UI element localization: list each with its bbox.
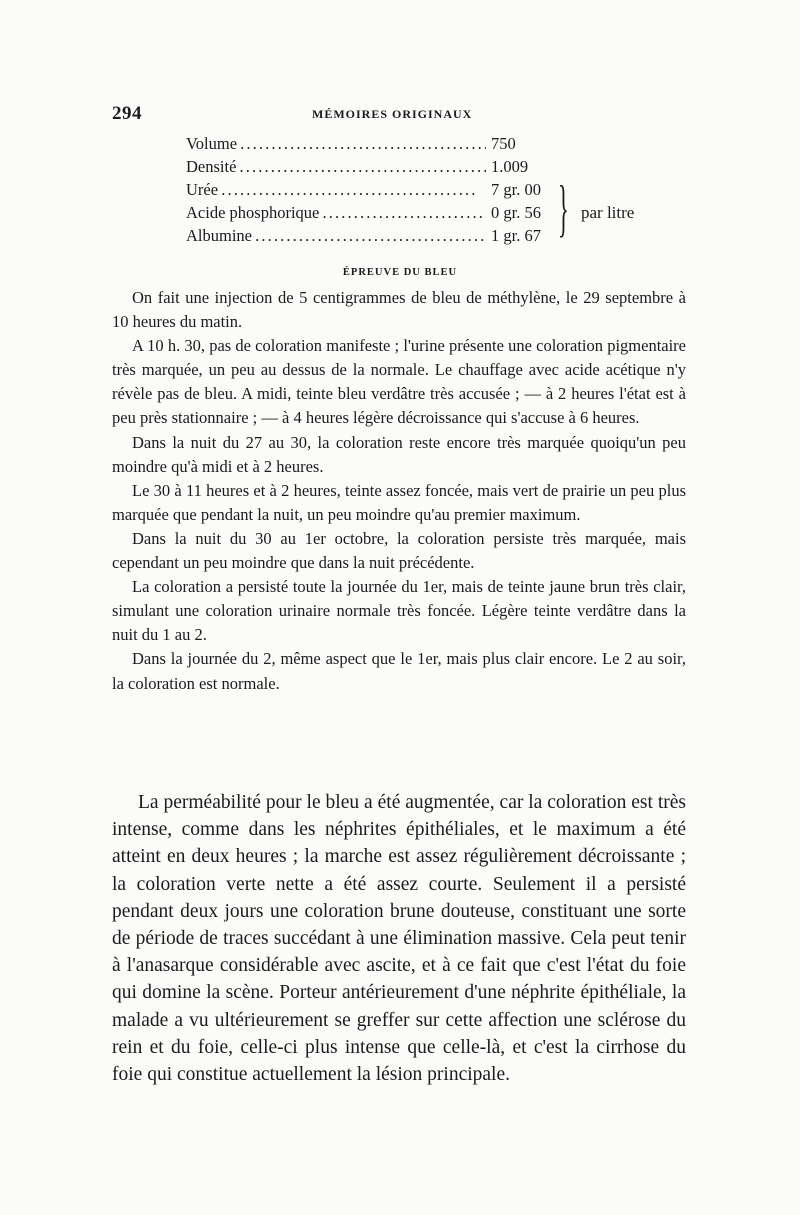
analysis-label: Densité . . . — [186, 155, 486, 178]
analysis-row-densite — [186, 155, 656, 178]
analysis-value: 1 gr. 67 — [491, 226, 541, 245]
urine-analysis-table — [186, 132, 656, 247]
paragraph: On fait une injection de 5 centigrammes de bleu de méthylène, le 29 septembre à 10 heures du matin. — [112, 288, 686, 332]
paragraph: Le 30 à 11 heures et à 2 heures, teinte assez foncée, mais vert de prairie un peu plus marquée que pendant la nuit, un peu moindre qu'au premier maximum. — [112, 480, 686, 524]
unit-note: par litre — [581, 203, 635, 222]
observation-notes — [112, 286, 686, 696]
analysis-label: Albumine . . . — [186, 224, 486, 247]
page-header — [112, 103, 692, 127]
paragraph: La coloration a persisté toute la journée du 1er, mais de teinte jaune brun très clair, simulant une coloration urinaire normale très foncée. Légère teinte verdâtre dans la nuit du 1 au 2. — [112, 577, 686, 645]
curly-brace: } — [558, 172, 569, 243]
paragraph: La perméabilité pour le bleu a été augmentée, car la coloration est très intense, comme dans les néphrites épithéliales, et le maximum a été atteint en deux heures ; la marche est assez régulièrement décroissante ; la coloration verte nette a été assez courte. Seulement il a persisté pendant deux jours une coloration brune douteuse, constituant une sorte de période de traces succédant à une élimination massive. Cela peut tenir à l'anasarque considérable avec ascite, et à ce fait que c'est l'état du foie qui domine la scène. Porteur antérieurement d'une néphrite épithéliale, la malade a vu ultérieurement se greffer sur cette affection une sclérose du rein et du foie, celle-ci plus intense que celle-là, et c'est la cirrhose du foie qui constitue actuellement la lésion principale. — [112, 792, 686, 1086]
page-number: 294 — [112, 103, 142, 124]
discussion — [112, 789, 686, 1088]
analysis-label: Urée . . . — [186, 178, 486, 201]
paragraph: Dans la journée du 2, même aspect que le 1er, mais plus clair encore. Le 2 au soir, la coloration est normale. — [112, 649, 686, 693]
paragraph: Dans la nuit du 30 au 1er octobre, la coloration persiste très marquée, mais cependant un peu moindre que dans la nuit précédente. — [112, 528, 686, 573]
analysis-value: 0 gr. 56 — [491, 203, 541, 222]
paragraph: Dans la nuit du 27 au 30, la coloration reste encore très marquée quoiqu'un peu moindre qu'à midi et à 2 heures. — [112, 432, 686, 476]
section-heading: ÉPREUVE DU BLEU — [342, 267, 458, 278]
analysis-value: 750 — [491, 134, 516, 153]
analysis-row-volume — [186, 132, 656, 155]
paragraph: A 10 h. 30, pas de coloration manifeste ; l'urine présente une coloration pigmentaire très marquée, un peu au dessus de la normale. Le chauffage avec acide acétique n'y révèle pas de bleu. A midi, teinte bleu verdâtre très accusée ; — à 2 heures l'état est à peu près stationnaire ; — à 4 heures légère décroissance qui s'accuse à 6 heures. — [112, 336, 686, 428]
analysis-row-uree — [186, 178, 656, 201]
analysis-label: Acide phosphorique . . . — [186, 201, 486, 224]
running-head: MÉMOIRES ORIGINAUX — [312, 107, 473, 121]
analysis-row-albumine — [186, 224, 656, 247]
analysis-value: 7 gr. 00 — [491, 180, 541, 199]
analysis-value: 1.009 — [491, 157, 529, 176]
analysis-label: Volume . . . — [186, 132, 486, 155]
